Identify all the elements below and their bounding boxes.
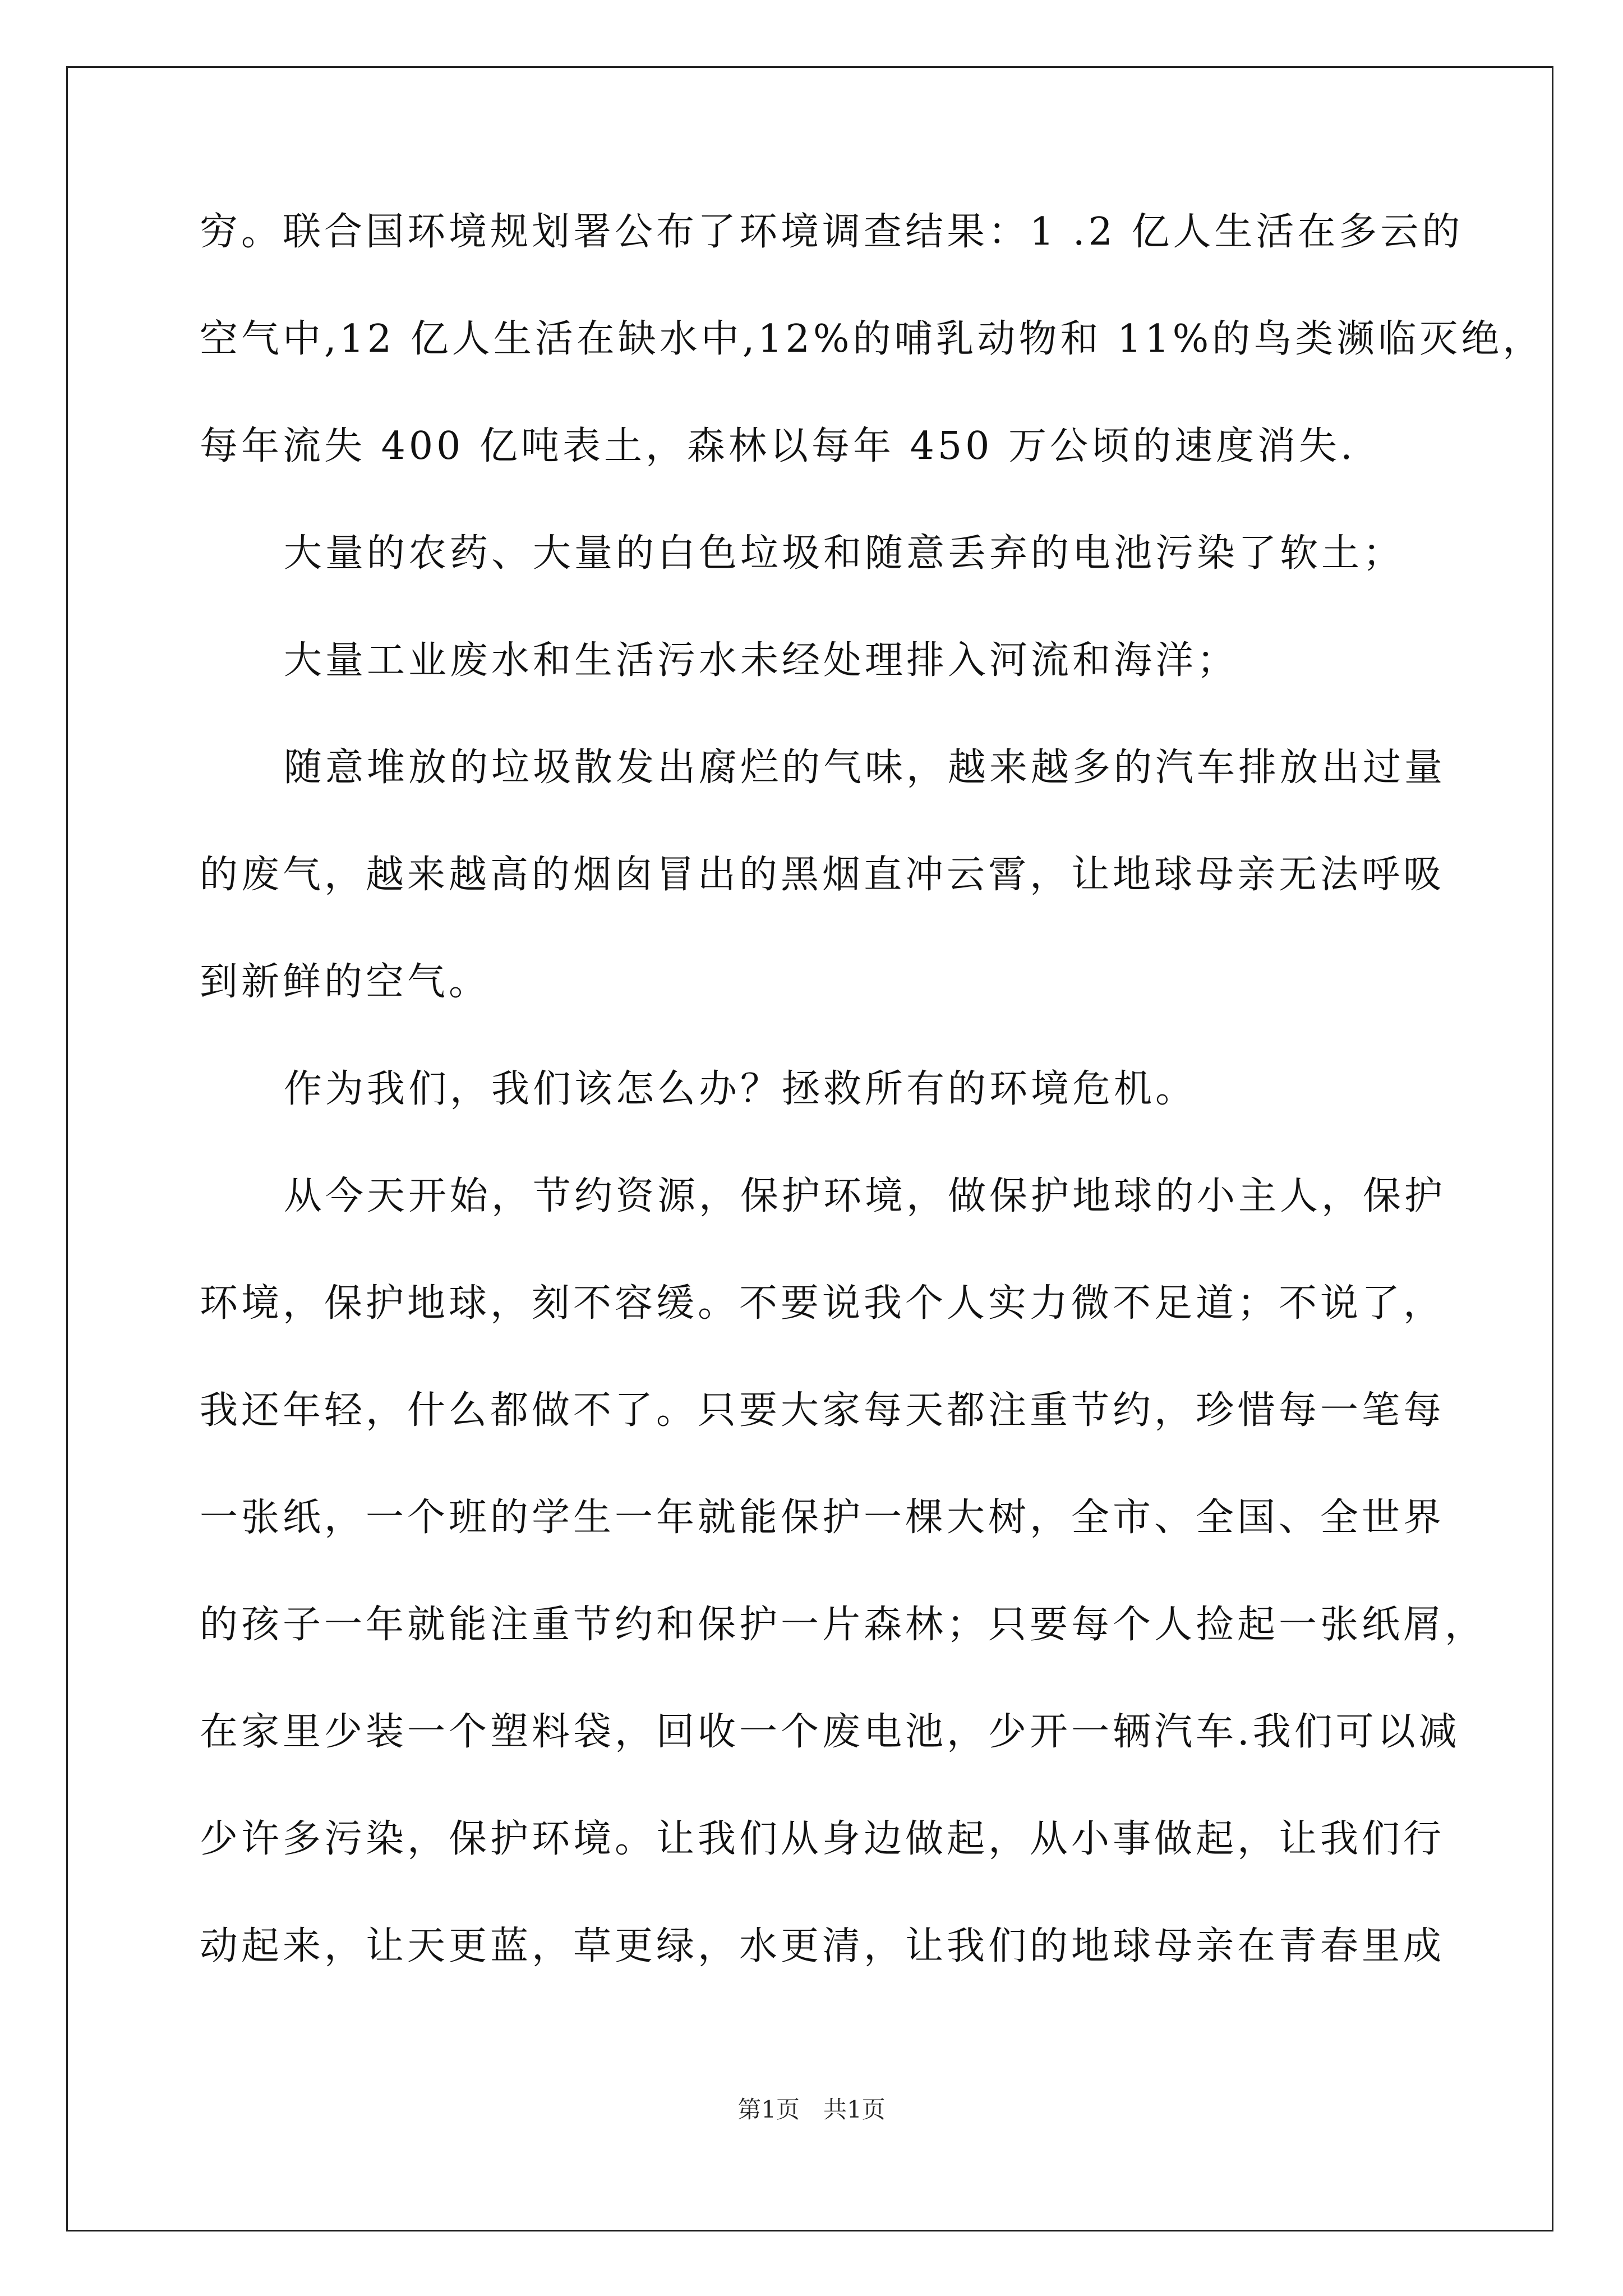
text-line-12: 我还年轻，什么都做不了。只要大家每天都注重节约，珍惜每一笔每	[200, 1388, 1445, 1433]
text-line-16: 少许多污染，保护环境。让我们从身边做起，从小事做起，让我们行	[200, 1817, 1445, 1861]
document-body	[200, 210, 1544, 2035]
text-line-3: 每年流失 400 亿吨表土，森林以每年 450 万公顷的速度消失.	[200, 424, 1356, 468]
text-line-2: 空气中,12 亿人生活在缺水中,12%的哺乳动物和 11%的鸟类濒临灭绝，	[200, 317, 1544, 361]
page-footer: 第1页 共1页	[737, 2096, 886, 2123]
text-line-1: 穷。联合国环境规划署公布了环境调查结果：1 .2 亿人生活在多云的	[200, 210, 1464, 254]
text-line-10: 从今天开始，节约资源，保护环境，做保护地球的小主人，保护	[284, 1174, 1446, 1218]
text-line-13: 一张纸，一个班的学生一年就能保护一棵大树，全市、全国、全世界	[200, 1496, 1445, 1540]
text-line-5: 大量工业废水和生活污水未经处理排入河流和海洋；	[284, 638, 1239, 683]
text-line-8: 到新鲜的空气。	[200, 960, 491, 1004]
text-line-11: 环境，保护地球，刻不容缓。不要说我个人实力微不足道；不说了，	[200, 1281, 1445, 1326]
text-line-4: 大量的农药、大量的白色垃圾和随意丢弃的电池污染了软土；	[284, 531, 1405, 576]
text-line-6: 随意堆放的垃圾散发出腐烂的气味，越来越多的汽车排放出过量	[284, 746, 1446, 790]
text-line-14: 的孩子一年就能注重节约和保护一片森林；只要每个人捡起一张纸屑，	[200, 1603, 1487, 1647]
text-line-15: 在家里少装一个塑料袋，回收一个废电池，少开一辆汽车.我们可以减	[200, 1710, 1460, 1754]
text-line-9: 作为我们，我们该怎么办？拯救所有的环境危机。	[284, 1067, 1197, 1111]
text-line-7: 的废气，越来越高的烟囱冒出的黑烟直冲云霄，让地球母亲无法呼吸	[200, 853, 1445, 897]
text-line-17: 动起来，让天更蓝，草更绿，水更清，让我们的地球母亲在青春里成	[200, 1924, 1445, 1968]
